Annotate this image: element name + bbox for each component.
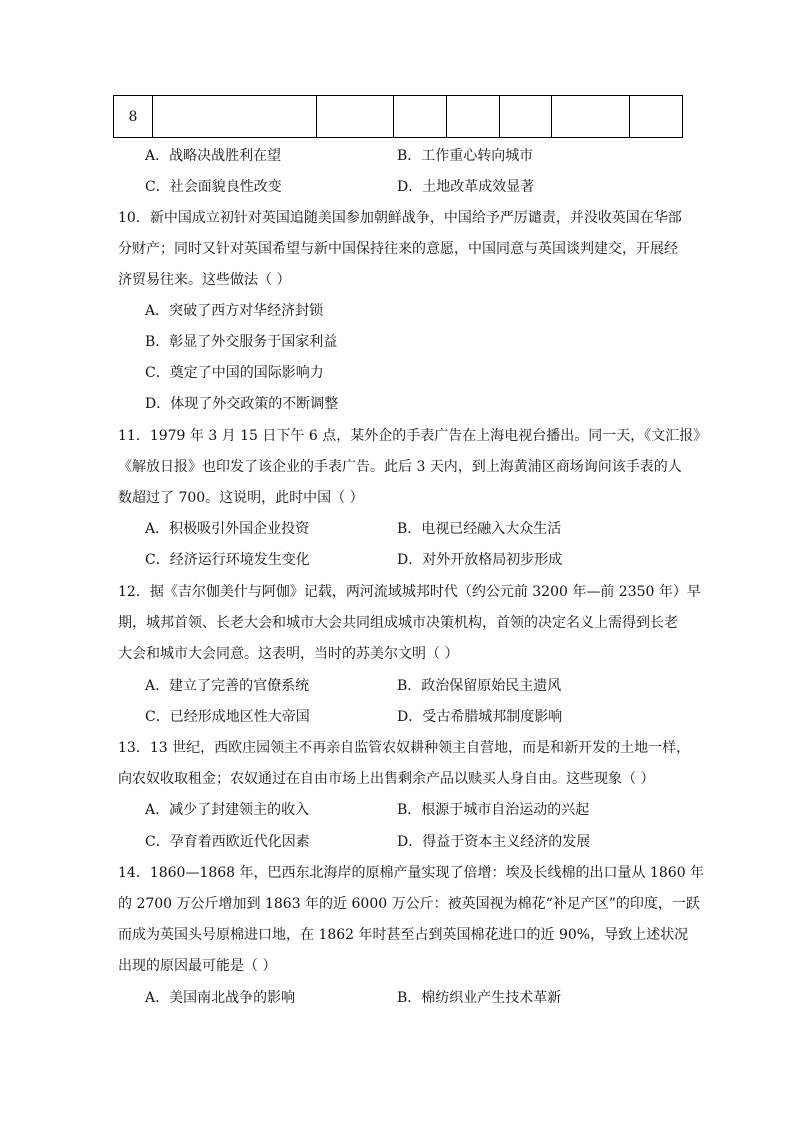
table-cell xyxy=(500,96,552,138)
q12-option-c: C．已经形成地区性大帝国 xyxy=(145,709,310,725)
table-row xyxy=(114,96,683,138)
q10-stem-line-2: 分财产；同时又针对英国希望与新中国保持往来的意愿，中国同意与英国谈判建交，开展经 xyxy=(118,241,678,257)
q14-option-a: A．美国南北战争的影响 xyxy=(145,990,296,1006)
q10-option-d: D．体现了外交政策的不断调整 xyxy=(145,396,339,412)
q14-option-b: B．棉纺织业产生技术革新 xyxy=(397,990,562,1006)
q12-option-a: A．建立了完善的官僚系统 xyxy=(145,678,310,694)
q14-stem-line-4: 出现的原因最可能是（ ） xyxy=(118,958,277,974)
q14-stem-line-2: 的 2700 万公斤增加到 1863 年的近 6000 万公斤：被英国视为棉花“补足产区”的印度，一跃 xyxy=(118,896,700,912)
table-cell xyxy=(153,96,317,138)
answer-grid-table xyxy=(113,95,683,138)
table-cell-number: 8 xyxy=(114,96,153,138)
q9-option-d: D．土地改革成效显著 xyxy=(397,179,535,195)
q10-option-c: C．奠定了中国的国际影响力 xyxy=(145,365,324,381)
q9-option-c: C．社会面貌良性改变 xyxy=(145,179,282,195)
q10-option-b: B．彰显了外交服务于国家利益 xyxy=(145,334,338,350)
q12-stem-line-1: 12．据《吉尔伽美什与阿伽》记载，两河流域城邦时代（约公元前 3200 年—前 2350 年）早 xyxy=(118,584,701,600)
q9-option-a: A．战略决战胜利在望 xyxy=(145,148,282,164)
q12-stem-line-2: 期，城邦首领、长老大会和城市大会共同组成城市决策机构，首领的决定名义上需得到长老 xyxy=(118,615,678,631)
q11-option-c: C．经济运行环境发生变化 xyxy=(145,552,310,568)
q12-option-d: D．受古希腊城邦制度影响 xyxy=(397,709,563,725)
q12-stem-line-3: 大会和城市大会同意。这表明，当时的苏美尔文明（ ） xyxy=(118,646,459,662)
q10-stem-line-1: 10．新中国成立初针对英国追随美国参加朝鲜战争，中国给予严厉谴责，并没收英国在华部 xyxy=(118,210,682,226)
q12-option-b: B．政治保留原始民主遗风 xyxy=(397,678,562,694)
q11-stem-line-1: 11．1979 年 3 月 15 日下午 6 点，某外企的手表广告在上海电视台播出。同一天，《文汇报》 xyxy=(118,428,708,444)
table-cell xyxy=(394,96,447,138)
q11-option-b: B．电视已经融入大众生活 xyxy=(397,521,562,537)
q10-option-a: A．突破了西方对华经济封锁 xyxy=(145,303,324,319)
q11-stem-line-3: 数超过了 700。这说明，此时中国（ ） xyxy=(118,490,364,506)
table-cell xyxy=(317,96,394,138)
q13-option-d: D．得益于资本主义经济的发展 xyxy=(397,834,591,850)
q10-stem-line-3: 济贸易往来。这些做法（ ） xyxy=(118,272,291,288)
q11-option-a: A．积极吸引外国企业投资 xyxy=(145,521,310,537)
q14-stem-line-1: 14．1860—1868 年，巴西东北海岸的原棉产量实现了倍增：埃及长线棉的出口量从 1860 年 xyxy=(118,865,705,881)
table-cell xyxy=(447,96,500,138)
q13-stem-line-2: 向农奴收取租金；农奴通过在自由市场上出售剩余产品以赎买人身自由。这些现象（ ） xyxy=(118,771,655,787)
q11-option-d: D．对外开放格局初步形成 xyxy=(397,552,563,568)
q13-option-c: C．孕育着西欧近代化因素 xyxy=(145,834,310,850)
table-cell xyxy=(552,96,630,138)
q9-option-b: B．工作重心转向城市 xyxy=(397,148,534,164)
table-cell xyxy=(630,96,683,138)
q13-option-a: A．减少了封建领主的收入 xyxy=(145,802,310,818)
q14-stem-line-3: 而成为英国头号原棉进口地，在 1862 年时甚至占到英国棉花进口的近 90%，导致上述状况 xyxy=(118,927,689,943)
q13-option-b: B．根源于城市自治运动的兴起 xyxy=(397,802,590,818)
q13-stem-line-1: 13．13 世纪，西欧庄园领主不再亲自监管农奴耕种领主自营地，而是和新开发的土地一样， xyxy=(118,740,691,756)
q11-stem-line-2: 《解放日报》也印发了该企业的手表广告。此后 3 天内，到上海黄浦区商场询问该手表的人 xyxy=(118,459,682,475)
